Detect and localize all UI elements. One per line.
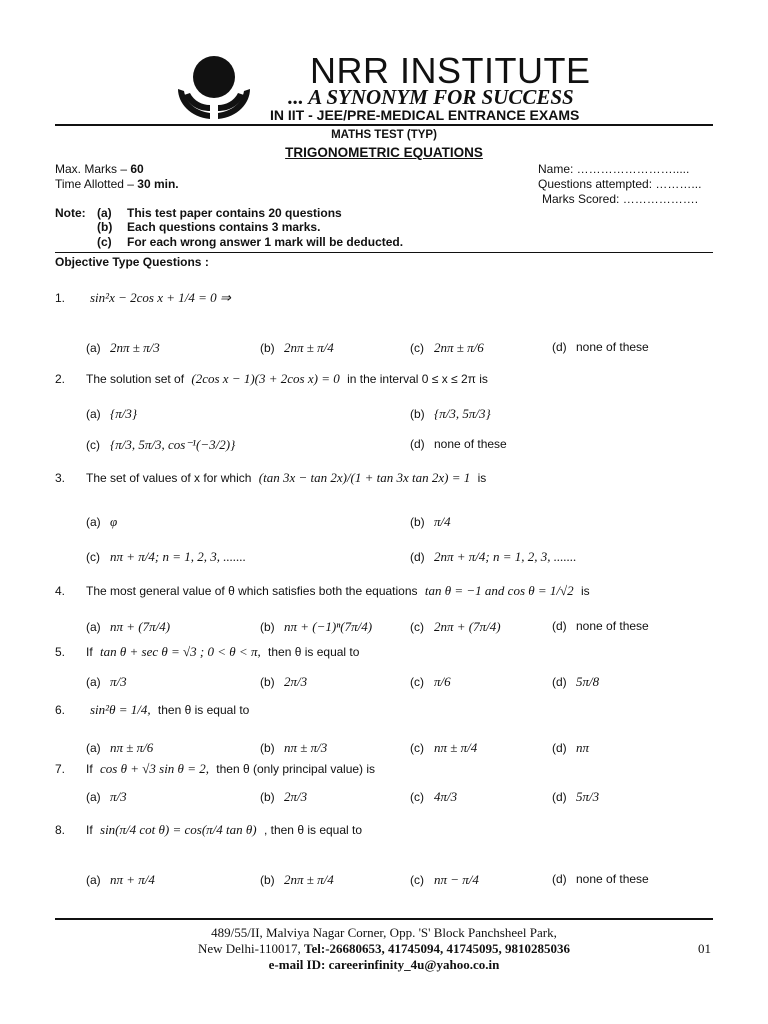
- answer-option[interactable]: [86, 674, 127, 690]
- option-text: 4π/3: [434, 789, 458, 804]
- option-text: {π/3, 5π/3, cos⁻¹(−3/2)}: [110, 437, 236, 452]
- option-text: 2nπ + (7π/4): [434, 619, 501, 634]
- answer-option[interactable]: [552, 619, 649, 633]
- option-label: (c): [410, 675, 424, 689]
- question-math: (tan 3x − tan 2x)/(1 + tan 3x tan 2x) = 1: [258, 470, 471, 485]
- question-stem: [55, 702, 249, 718]
- answer-option[interactable]: [86, 619, 170, 635]
- option-text: 5π/3: [576, 789, 600, 804]
- option-label: (a): [86, 341, 101, 355]
- question-stem: [55, 371, 488, 387]
- option-text: 2π/3: [284, 789, 308, 804]
- max-marks-value: 60: [130, 162, 144, 176]
- question-math: tan θ + sec θ = √3 ; 0 < θ < π,: [100, 644, 261, 659]
- answer-option[interactable]: [86, 406, 137, 422]
- note-key: (a): [97, 206, 112, 220]
- answer-option[interactable]: [552, 740, 589, 756]
- footer-email-label: e-mail ID:: [268, 957, 326, 972]
- question-stem: [55, 644, 359, 660]
- answer-option[interactable]: [552, 340, 649, 354]
- option-text: nπ + π/4: [110, 872, 155, 887]
- question-text: is: [577, 584, 590, 598]
- option-label: (d): [410, 550, 425, 564]
- footer-address-line2: [0, 941, 768, 957]
- option-label: (a): [86, 407, 101, 421]
- note-key: (c): [97, 235, 112, 249]
- option-label: (c): [410, 790, 424, 804]
- question-number: 5.: [55, 645, 66, 659]
- option-text: π/6: [434, 674, 451, 689]
- page-number: 01: [698, 941, 711, 956]
- option-text: 2nπ ± π/6: [434, 340, 484, 355]
- answer-option[interactable]: [410, 406, 491, 422]
- option-text: {π/3}: [110, 406, 138, 421]
- answer-option[interactable]: [410, 674, 451, 690]
- answer-option[interactable]: [86, 789, 127, 805]
- question-math: sin(π/4 cot θ) = cos(π/4 tan θ): [100, 822, 257, 837]
- answer-option[interactable]: [410, 789, 457, 805]
- option-label: (a): [86, 790, 101, 804]
- option-label: (b): [260, 675, 275, 689]
- option-text: 2nπ ± π/3: [110, 340, 160, 355]
- question-math: (2cos x − 1)(3 + 2cos x) = 0: [191, 371, 340, 386]
- question-stem: [55, 822, 362, 838]
- option-text: none of these: [434, 437, 507, 451]
- answer-option[interactable]: [410, 514, 451, 530]
- option-text: 2π/3: [284, 674, 308, 689]
- question-text: then θ is equal to: [264, 645, 360, 659]
- option-label: (b): [260, 873, 275, 887]
- option-label: (b): [410, 515, 425, 529]
- option-label: (d): [410, 437, 425, 451]
- answer-option[interactable]: [260, 872, 334, 888]
- answer-option[interactable]: [260, 674, 307, 690]
- answer-option[interactable]: [260, 340, 334, 356]
- answer-option[interactable]: [86, 340, 160, 356]
- question-text: The most general value of θ which satisfies both the equations: [86, 584, 421, 598]
- option-text: 2nπ ± π/4: [284, 872, 334, 887]
- attempted-field: Questions attempted: ………...: [538, 177, 702, 191]
- footer-divider: [55, 918, 713, 920]
- option-label: (d): [552, 675, 567, 689]
- option-text: none of these: [576, 619, 649, 633]
- option-label: (c): [410, 741, 424, 755]
- max-marks: [55, 162, 144, 176]
- note-text: For each wrong answer 1 mark will be deducted.: [127, 235, 404, 249]
- time-allotted: [55, 177, 179, 191]
- option-label: (a): [86, 620, 101, 634]
- option-label: (a): [86, 515, 101, 529]
- question-stem: [55, 290, 235, 306]
- note-label: Note:: [55, 206, 86, 220]
- option-label: (a): [86, 873, 101, 887]
- answer-option[interactable]: [552, 674, 599, 690]
- question-stem: [55, 583, 590, 599]
- question-stem: [55, 470, 486, 486]
- answer-option[interactable]: [86, 437, 235, 453]
- question-text: The set of values of x for which: [86, 471, 255, 485]
- option-label: (b): [410, 407, 425, 421]
- answer-option[interactable]: [410, 740, 477, 756]
- note-key: (b): [97, 220, 113, 234]
- question-text: in the interval 0 ≤ x ≤ 2π is: [343, 372, 488, 386]
- test-type: MATHS TEST (TYP): [331, 129, 437, 141]
- option-label: (a): [86, 675, 101, 689]
- footer-phones: Tel:-26680653, 41745094, 41745095, 9810285036: [304, 941, 571, 956]
- question-text: , then θ is equal to: [260, 823, 363, 837]
- option-label: (b): [260, 790, 275, 804]
- answer-option[interactable]: [552, 872, 649, 886]
- footer-email[interactable]: careerinfinity_4u@yahoo.co.in: [328, 957, 500, 972]
- option-label: (c): [86, 438, 100, 452]
- option-text: nπ + π/4; n = 1, 2, 3, .......: [110, 549, 247, 564]
- option-text: nπ − π/4: [434, 872, 479, 887]
- option-label: (d): [552, 741, 567, 755]
- answer-option[interactable]: [410, 437, 507, 451]
- option-text: 2nπ + π/4; n = 1, 2, 3, .......: [434, 549, 577, 564]
- option-label: (d): [552, 790, 567, 804]
- note-item: [97, 235, 403, 249]
- question-text: The solution set of: [86, 372, 188, 386]
- option-text: φ: [110, 514, 118, 529]
- option-text: none of these: [576, 340, 649, 354]
- answer-option[interactable]: [410, 872, 479, 888]
- question-math: sin²x − 2cos x + 1/4 = 0 ⇒: [90, 290, 231, 305]
- section-title: Objective Type Questions :: [55, 255, 209, 269]
- question-text: If: [86, 762, 97, 776]
- option-text: nπ ± π/6: [110, 740, 154, 755]
- question-math: cos θ + √3 sin θ = 2,: [100, 761, 209, 776]
- note-item: [97, 220, 320, 234]
- option-label: (d): [552, 340, 567, 354]
- institute-title: NRR INSTITUTE: [310, 50, 591, 91]
- institute-logo: [174, 55, 254, 125]
- option-label: (c): [86, 550, 100, 564]
- name-field: Name: …………………….....: [538, 162, 690, 176]
- footer-address-line1: 489/55/II, Malviya Nagar Corner, Opp. 'S' Block Panchsheel Park,: [211, 925, 557, 940]
- answer-option[interactable]: [260, 619, 372, 635]
- max-marks-label: Max. Marks –: [55, 162, 128, 176]
- option-label: (a): [86, 741, 101, 755]
- question-number: 6.: [55, 703, 66, 717]
- institute-tagline: ... A SYNONYM FOR SUCCESS: [288, 85, 574, 109]
- answer-option[interactable]: [86, 740, 153, 756]
- answer-option[interactable]: [410, 340, 484, 356]
- time-label: Time Allotted –: [55, 177, 134, 191]
- test-topic: TRIGONOMETRIC EQUATIONS: [285, 145, 483, 160]
- question-number: 8.: [55, 823, 66, 837]
- note-text: This test paper contains 20 questions: [127, 206, 342, 220]
- answer-option[interactable]: [86, 514, 117, 530]
- answer-option[interactable]: [410, 619, 501, 635]
- question-number: 3.: [55, 471, 66, 485]
- question-math: tan θ = −1 and cos θ = 1/√2: [424, 583, 574, 598]
- answer-option[interactable]: [86, 549, 246, 565]
- option-text: nπ ± π/4: [434, 740, 478, 755]
- question-text: then θ is equal to: [154, 703, 250, 717]
- question-text: If: [86, 645, 97, 659]
- answer-option[interactable]: [86, 872, 155, 888]
- option-text: nπ ± π/3: [284, 740, 328, 755]
- option-text: 5π/8: [576, 674, 600, 689]
- option-label: (c): [410, 341, 424, 355]
- answer-option[interactable]: [410, 549, 577, 565]
- option-text: nπ + (7π/4): [110, 619, 171, 634]
- question-text: is: [474, 471, 487, 485]
- option-text: 2nπ ± π/4: [284, 340, 334, 355]
- time-value: 30 min.: [137, 177, 179, 191]
- option-text: none of these: [576, 872, 649, 886]
- footer-city: New Delhi-110017,: [197, 941, 301, 956]
- institute-subtitle: IN IIT - JEE/PRE-MEDICAL ENTRANCE EXAMS: [270, 107, 580, 123]
- question-number: 1.: [55, 291, 66, 305]
- option-label: (d): [552, 619, 567, 633]
- answer-option[interactable]: [260, 789, 307, 805]
- note-item: [97, 206, 342, 220]
- footer-email-line: [0, 957, 768, 973]
- option-text: {π/3, 5π/3}: [434, 406, 491, 421]
- option-label: (b): [260, 741, 275, 755]
- note-divider: [55, 252, 713, 253]
- option-label: (c): [410, 620, 424, 634]
- option-text: nπ: [576, 740, 590, 755]
- option-text: π/3: [110, 789, 127, 804]
- scored-field: Marks Scored: ……………….: [542, 192, 699, 206]
- option-text: π/4: [434, 514, 451, 529]
- header-divider: [55, 124, 713, 126]
- option-label: (b): [260, 341, 275, 355]
- answer-option[interactable]: [260, 740, 327, 756]
- question-text: then θ (only principal value) is: [212, 762, 376, 776]
- question-stem: [55, 761, 375, 777]
- answer-option[interactable]: [552, 789, 599, 805]
- question-number: 4.: [55, 584, 66, 598]
- option-text: nπ + (−1)ⁿ(7π/4): [284, 619, 373, 634]
- note-text: Each questions contains 3 marks.: [127, 220, 321, 234]
- question-number: 2.: [55, 372, 66, 386]
- option-label: (b): [260, 620, 275, 634]
- question-text: If: [86, 823, 97, 837]
- question-math: sin²θ = 1/4,: [90, 702, 151, 717]
- option-label: (d): [552, 872, 567, 886]
- option-text: π/3: [110, 674, 127, 689]
- option-label: (c): [410, 873, 424, 887]
- question-number: 7.: [55, 762, 66, 776]
